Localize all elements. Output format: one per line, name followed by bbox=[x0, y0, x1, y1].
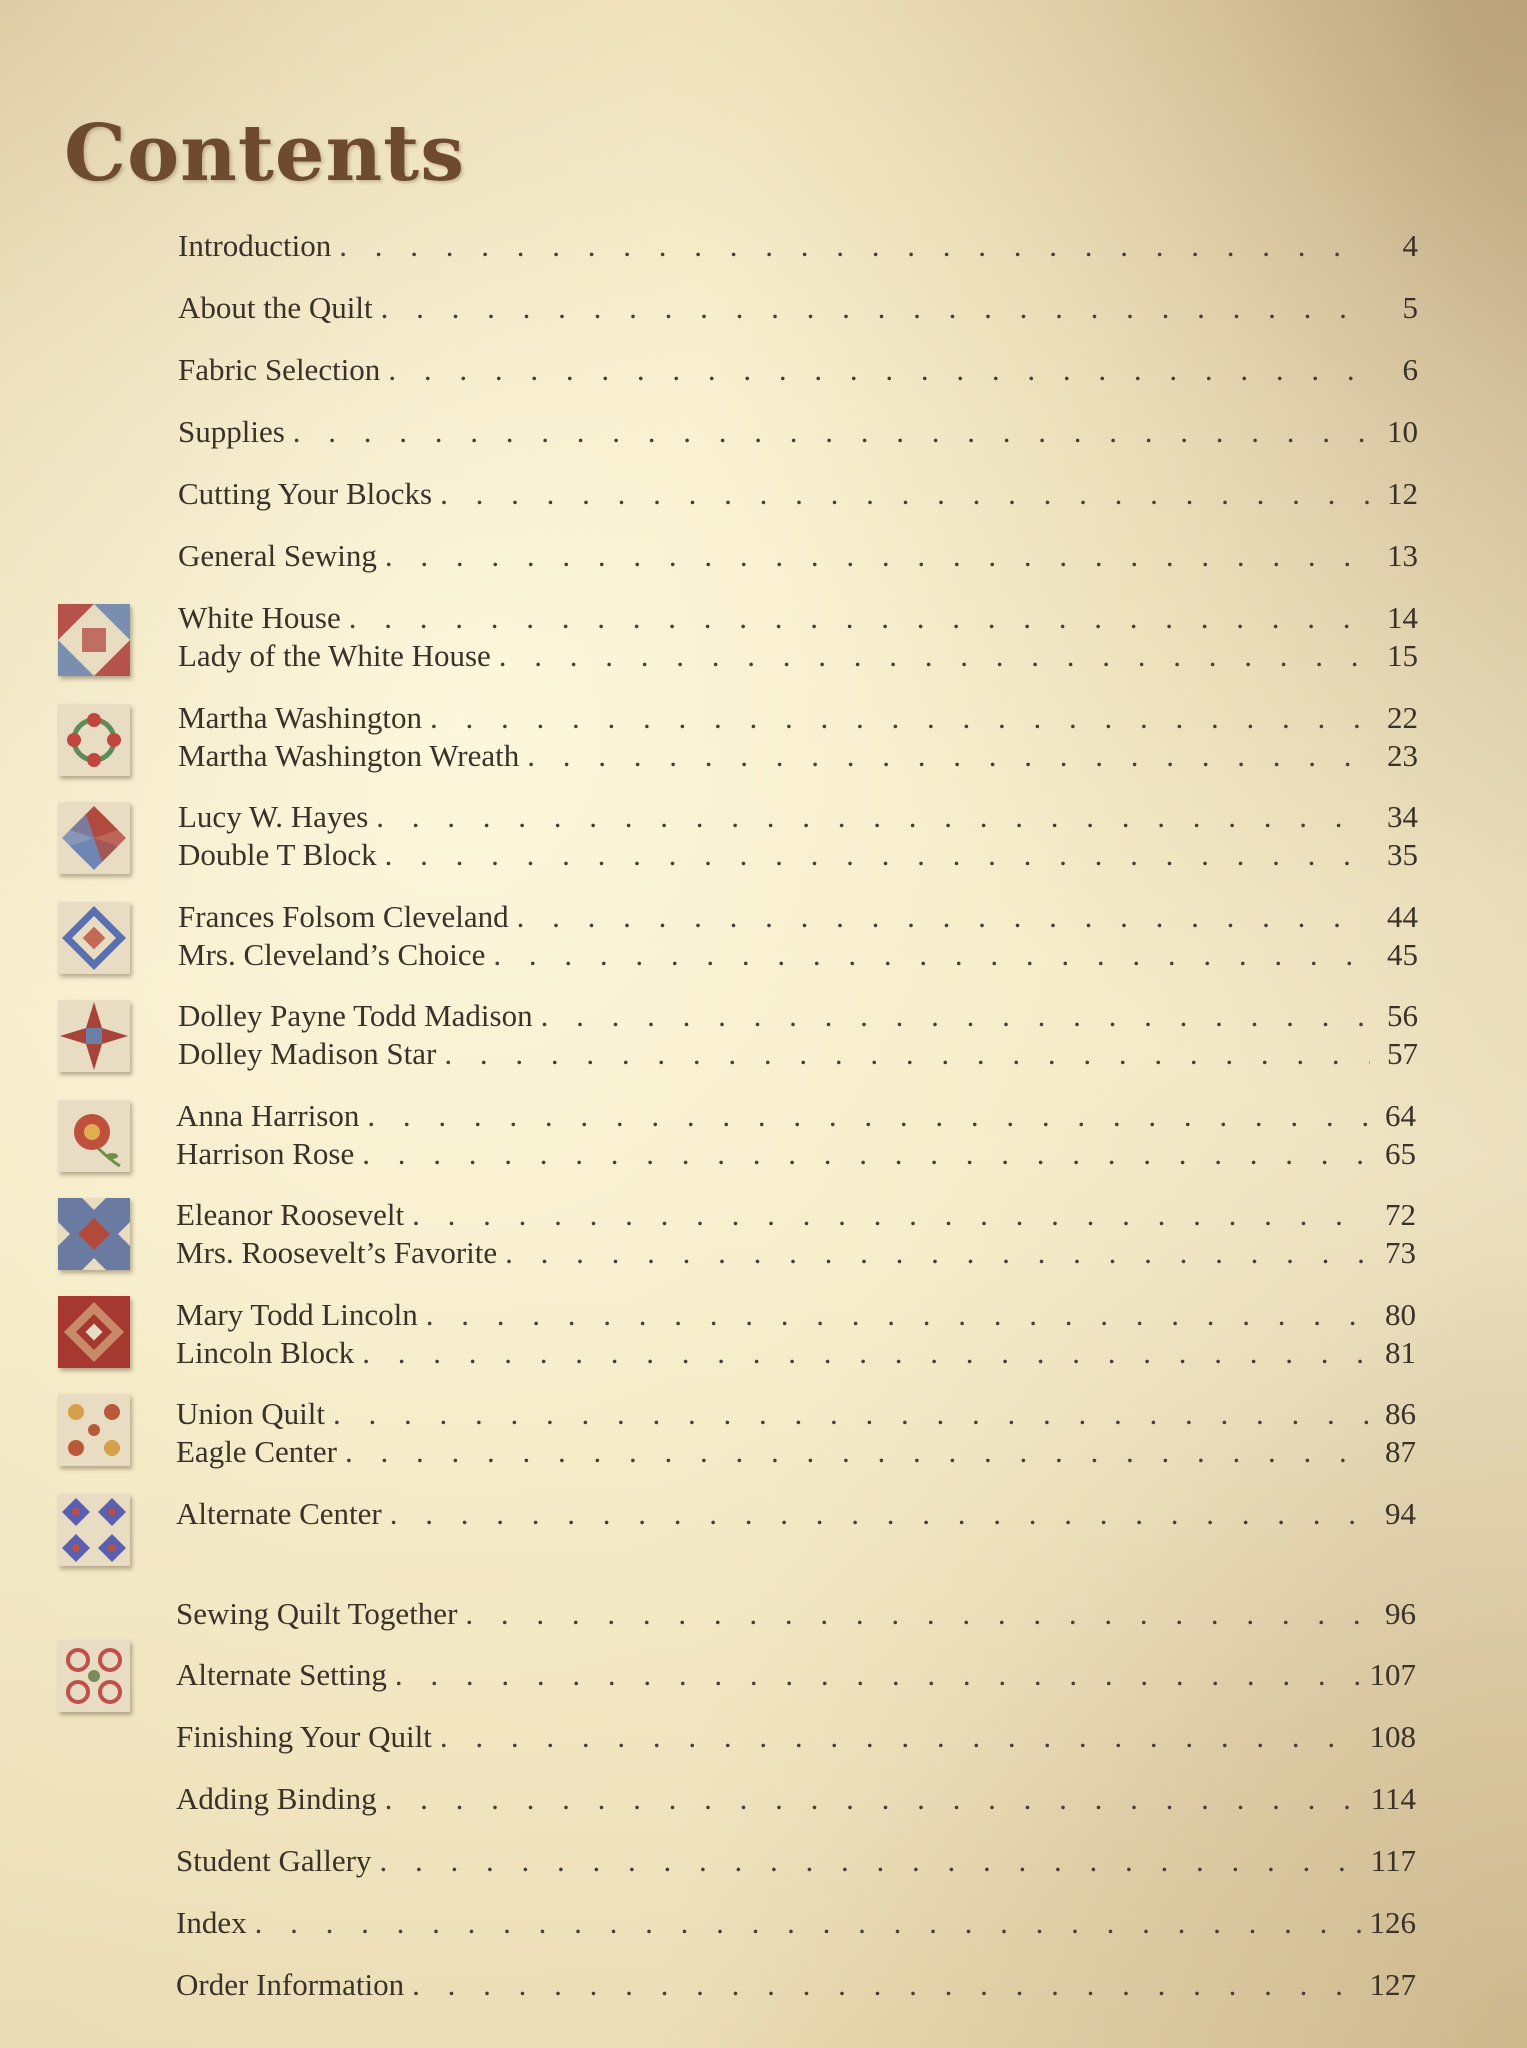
toc-entry-page-number: 57 bbox=[1387, 1036, 1418, 1071]
toc-entry-label: About the Quilt bbox=[178, 290, 373, 325]
toc-entry-page-number: 96 bbox=[1385, 1596, 1416, 1631]
dot-leader bbox=[255, 1905, 1362, 1941]
toc-entry[interactable] bbox=[176, 1434, 1416, 1470]
toc-entry-label: Anna Harrison bbox=[176, 1098, 360, 1133]
toc-entry-label: Alternate Center bbox=[176, 1496, 382, 1531]
toc-entry-label: Alternate Setting bbox=[176, 1657, 387, 1692]
toc-entry[interactable] bbox=[178, 538, 1418, 574]
dot-leader bbox=[465, 1596, 1368, 1632]
toc-entry[interactable] bbox=[178, 837, 1418, 873]
toc-entry-page-number: 94 bbox=[1385, 1496, 1416, 1531]
alternate-center-block-icon bbox=[58, 1494, 130, 1566]
toc-entry-label: Mrs. Cleveland’s Choice bbox=[178, 937, 486, 972]
dot-leader bbox=[426, 1297, 1368, 1333]
dot-leader bbox=[367, 1098, 1368, 1134]
toc-entry[interactable] bbox=[176, 1197, 1416, 1233]
toc-entry-label: Dolley Madison Star bbox=[178, 1036, 437, 1071]
toc-entry-page-number: 87 bbox=[1385, 1434, 1416, 1469]
toc-entry[interactable] bbox=[176, 1967, 1416, 2003]
toc-entry-label: Lincoln Block bbox=[176, 1335, 355, 1370]
toc-entry-page-number: 72 bbox=[1385, 1197, 1416, 1232]
toc-entry-label: Student Gallery bbox=[176, 1843, 372, 1878]
toc-entry-page-number: 81 bbox=[1385, 1335, 1416, 1370]
dot-leader bbox=[362, 1335, 1368, 1371]
toc-entry-label: Supplies bbox=[178, 414, 285, 449]
toc-entry-page-number: 4 bbox=[1402, 228, 1418, 263]
dot-leader bbox=[395, 1657, 1362, 1693]
toc-entry-page-number: 22 bbox=[1387, 700, 1418, 735]
toc-entry-label: Order Information bbox=[176, 1967, 405, 2002]
dot-leader bbox=[385, 837, 1370, 873]
dot-leader bbox=[499, 638, 1370, 674]
union-quilt-block-icon bbox=[58, 1394, 130, 1466]
toc-entry[interactable] bbox=[178, 414, 1418, 450]
toc-entry-label: Union Quilt bbox=[176, 1396, 325, 1431]
toc-entry-page-number: 15 bbox=[1387, 638, 1418, 673]
toc-entry[interactable] bbox=[178, 352, 1418, 388]
dot-leader bbox=[333, 1396, 1368, 1432]
dot-leader bbox=[517, 899, 1370, 935]
toc-entry-label: General Sewing bbox=[178, 538, 377, 573]
toc-entry[interactable] bbox=[178, 1036, 1418, 1072]
toc-entry-label: Index bbox=[176, 1905, 247, 1940]
martha-washington-block-icon bbox=[58, 704, 130, 776]
toc-entry-page-number: 6 bbox=[1402, 352, 1418, 387]
toc-entry[interactable] bbox=[176, 1335, 1416, 1371]
toc-entry[interactable] bbox=[176, 1596, 1416, 1632]
dot-leader bbox=[339, 228, 1370, 264]
toc-entry-page-number: 56 bbox=[1387, 998, 1418, 1033]
toc-entry[interactable] bbox=[176, 1657, 1416, 1693]
toc-entry-label: Fabric Selection bbox=[178, 352, 381, 387]
toc-entry-page-number: 44 bbox=[1387, 899, 1418, 934]
eleanor-roosevelt-block-icon bbox=[58, 1198, 130, 1270]
toc-entry[interactable] bbox=[178, 638, 1418, 674]
toc-entry[interactable] bbox=[178, 899, 1418, 935]
dot-leader bbox=[345, 1434, 1368, 1470]
anna-harrison-block-icon bbox=[58, 1100, 130, 1172]
lucy-hayes-block-icon bbox=[58, 802, 130, 874]
toc-entry-page-number: 45 bbox=[1387, 937, 1418, 972]
toc-entry-label: Mary Todd Lincoln bbox=[176, 1297, 418, 1332]
dot-leader bbox=[412, 1197, 1368, 1233]
toc-entry-page-number: 5 bbox=[1402, 290, 1418, 325]
toc-entry[interactable] bbox=[176, 1136, 1416, 1172]
toc-entry[interactable] bbox=[178, 476, 1418, 512]
toc-entry-label: Lucy W. Hayes bbox=[178, 799, 369, 834]
toc-entry-page-number: 126 bbox=[1369, 1905, 1416, 1940]
toc-entry[interactable] bbox=[178, 700, 1418, 736]
dot-leader bbox=[385, 1781, 1363, 1817]
dot-leader bbox=[388, 352, 1370, 388]
toc-entry[interactable] bbox=[178, 600, 1418, 636]
dot-leader bbox=[381, 290, 1370, 326]
dot-leader bbox=[440, 476, 1370, 512]
toc-entry-page-number: 127 bbox=[1369, 1967, 1416, 2002]
toc-entry-label: Lady of the White House bbox=[178, 638, 491, 673]
toc-entry-label: Finishing Your Quilt bbox=[176, 1719, 432, 1754]
toc-entry-label: White House bbox=[178, 600, 341, 635]
toc-entry-label: Martha Washington Wreath bbox=[178, 738, 520, 773]
toc-entry[interactable] bbox=[176, 1098, 1416, 1134]
toc-entry[interactable] bbox=[176, 1843, 1416, 1879]
toc-entry-page-number: 35 bbox=[1387, 837, 1418, 872]
toc-entry[interactable] bbox=[178, 228, 1418, 264]
white-house-block-icon bbox=[58, 604, 130, 676]
toc-entry-page-number: 23 bbox=[1387, 738, 1418, 773]
dot-leader bbox=[430, 700, 1370, 736]
toc-entry-page-number: 107 bbox=[1369, 1657, 1416, 1692]
dot-leader bbox=[390, 1496, 1368, 1532]
dot-leader bbox=[412, 1967, 1361, 2003]
dot-leader bbox=[505, 1235, 1368, 1271]
dot-leader bbox=[541, 998, 1370, 1034]
toc-entry[interactable] bbox=[176, 1719, 1416, 1755]
toc-entry[interactable] bbox=[176, 1905, 1416, 1941]
toc-entry-page-number: 114 bbox=[1370, 1781, 1416, 1816]
toc-entry-label: Mrs. Roosevelt’s Favorite bbox=[176, 1235, 498, 1270]
dot-leader bbox=[379, 1843, 1362, 1879]
toc-entry-page-number: 14 bbox=[1387, 600, 1418, 635]
mary-lincoln-block-icon bbox=[58, 1296, 130, 1368]
dot-leader bbox=[527, 738, 1370, 774]
toc-entry-page-number: 86 bbox=[1385, 1396, 1416, 1431]
toc-entry-page-number: 34 bbox=[1387, 799, 1418, 834]
toc-entry[interactable] bbox=[176, 1496, 1416, 1532]
toc-entry[interactable] bbox=[178, 290, 1418, 326]
toc-entry[interactable] bbox=[176, 1781, 1416, 1817]
dot-leader bbox=[362, 1136, 1368, 1172]
toc-entry-label: Cutting Your Blocks bbox=[178, 476, 433, 511]
toc-entry-page-number: 117 bbox=[1370, 1843, 1416, 1878]
toc-entry-page-number: 64 bbox=[1385, 1098, 1416, 1133]
toc-entry-page-number: 80 bbox=[1385, 1297, 1416, 1332]
dot-leader bbox=[376, 799, 1370, 835]
toc-entry-label: Dolley Payne Todd Madison bbox=[178, 998, 533, 1033]
toc-entry[interactable] bbox=[178, 738, 1418, 774]
toc-entry-label: Sewing Quilt Together bbox=[176, 1596, 458, 1631]
toc-entry[interactable] bbox=[178, 937, 1418, 973]
dot-leader bbox=[349, 600, 1370, 636]
alternate-setting-block-icon bbox=[58, 1640, 130, 1712]
toc-entry-page-number: 108 bbox=[1369, 1719, 1416, 1754]
toc-entry[interactable] bbox=[178, 799, 1418, 835]
toc-entry-page-number: 65 bbox=[1385, 1136, 1416, 1171]
toc-entry-page-number: 12 bbox=[1387, 476, 1418, 511]
dot-leader bbox=[293, 414, 1370, 450]
toc-entry[interactable] bbox=[176, 1297, 1416, 1333]
toc-entry[interactable] bbox=[176, 1396, 1416, 1432]
dolley-madison-block-icon bbox=[58, 1000, 130, 1072]
dot-leader bbox=[493, 937, 1370, 973]
frances-cleveland-block-icon bbox=[58, 902, 130, 974]
toc-entry[interactable] bbox=[176, 1235, 1416, 1271]
dot-leader bbox=[444, 1036, 1370, 1072]
toc-entry-label: Martha Washington bbox=[178, 700, 423, 735]
toc-entry[interactable] bbox=[178, 998, 1418, 1034]
toc-entry-label: Eagle Center bbox=[176, 1434, 337, 1469]
toc-entry-label: Double T Block bbox=[178, 837, 377, 872]
toc-entry-label: Introduction bbox=[178, 228, 332, 263]
toc-entry-page-number: 73 bbox=[1385, 1235, 1416, 1270]
dot-leader bbox=[385, 538, 1370, 574]
page-title: Contents bbox=[64, 108, 466, 199]
toc-entry-page-number: 10 bbox=[1387, 414, 1418, 449]
toc-entry-label: Adding Binding bbox=[176, 1781, 377, 1816]
toc-entry-label: Eleanor Roosevelt bbox=[176, 1197, 405, 1232]
dot-leader bbox=[440, 1719, 1362, 1755]
toc-entry-label: Harrison Rose bbox=[176, 1136, 355, 1171]
toc-entry-page-number: 13 bbox=[1387, 538, 1418, 573]
toc-entry-label: Frances Folsom Cleveland bbox=[178, 899, 509, 934]
